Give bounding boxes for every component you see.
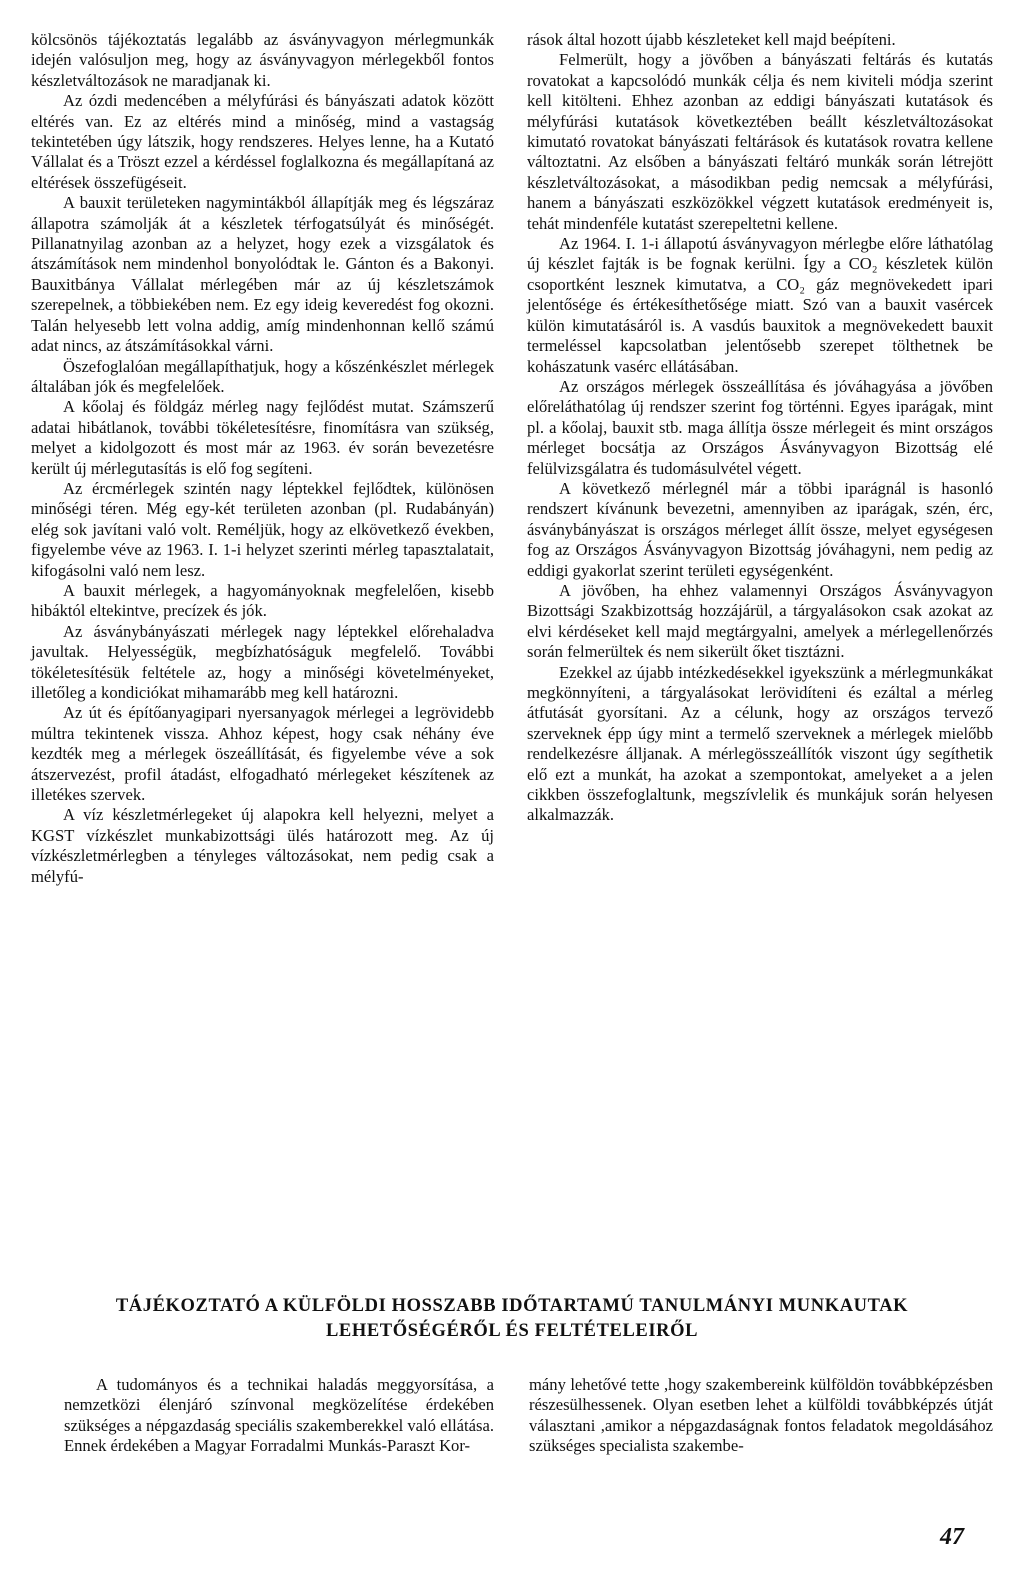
paragraph: Öszefoglalóan megállapíthatjuk, hogy a kőszénkészlet mérlegek általában jók és megfelelőek. xyxy=(31,356,494,396)
paragraph: Az 1964. I. 1-i állapotú ásványvagyon mérlegbe előre láthatólag új készlet fajták is be fognak kerülni. Így a CO₂ készletek külön csoportként lesznek kimutatva, a CO₂ gáz megnövekedett ipari jelentősége és értékesíthetősége miatt. Szó van a bauxit vasércek külön kimutatásáról is. A vasdús bauxitok a megnövekedett bauxit termeléssel kapcsolatban jelentősebb szerepet tölthetnek be kohászatunk vasérc ellátásában. xyxy=(527,234,993,376)
lower-right-column xyxy=(529,1375,993,1457)
paragraph: A víz készletmérlegeket új alapokra kell helyezni, melyet a KGST vízkészlet munkabizottsági ülés határozott meg. Az új vízkészletmérlegben a tényleges változásokat, nem pedig csak a mélyfú- xyxy=(31,805,494,886)
paragraph: A jövőben, ha ehhez valamennyi Országos Ásványvagyon Bizottsági Szakbizottság hozzájárül, a tárgyalásokon csak azokat az elvi kérdéseket kell majd megtárgyalni, amelyek a mérlegellenőrzés során felmerültek és nem sikerült őket tisztázni. xyxy=(527,580,993,662)
paragraph: A kőolaj és földgáz mérleg nagy fejlődést mutat. Számszerű adatai hibátlanok, további tökéletesítésre, finomításra van szükség, melyet a kidolgozott és most már az 1963. év során bevezetésre került új mérlegutasítás is elő fog segíteni. xyxy=(31,397,494,478)
paragraph-continuation: mány lehetővé tette ,hogy szakembereink külföldön továbbképzésben részesülhessenek. Olyan esetben lehet a külföldi továbbképzés útját választani ,amikor a népgazdaságnak fontos feladatok megoldásához szükséges specialista szakembe- xyxy=(529,1375,993,1456)
upper-left-column xyxy=(31,30,494,887)
paragraph: Az ércmérlegek szintén nagy léptekkel fejlődtek, különösen minőségi téren. Még egy-két területen azonban (pl. Rudabányán) elég sok javítani való volt. Reméljük, hogy az elkövetkező években, figyelembe véve az 1963. I. 1-i helyzet szerinti mérleg tapasztalatait, kifogásolni való nem lesz. xyxy=(31,478,494,580)
upper-right-column xyxy=(527,30,993,826)
paragraph: Az ózdi medencében a mélyfúrási és bányászati adatok között eltérés van. Ez az eltérés mind a minőség, mind a vastagság tekintetében úgy látszik, hogy rendszeres. Helyes lenne, ha a Kutató Vállalat és a Tröszt ezzel a kérdéssel foglalkozna és megállapítaná az eltérések összefügéseit. xyxy=(31,91,494,192)
paragraph: Az út és építőanyagipari nyersanyagok mérlegei a legrövidebb múltra tekintenek vissza. Ahhoz képest, hogy csak néhány éve kezdték meg a mérlegek öszeállítását, és figyelembe véve a sok átszervezést, profil átadást, elfogadható mérlegeket készítenek az illetékes szervek. xyxy=(31,703,494,805)
paragraph: A következő mérlegnél már a többi iparágnál is hasonló rendszert kívánunk bevezetni, amennyiben az iparágak, szén, érc, ásványbányászat is országos mérleget állít össze, melyet egységesen fog az Országos Ásványvagyon Bizottság jóváhagyni, nem pedig az eddigi gyakorlat szerint területi egységenként. xyxy=(527,478,993,580)
section-heading-line: LEHETŐSÉGÉRŐL ÉS FELTÉTELEIRŐL xyxy=(325,1321,699,1341)
section-heading-line: TÁJÉKOZTATÓ A KÜLFÖLDI HOSSZABB IDŐTARTAMÚ TANULMÁNYI MUNKAUTAK xyxy=(115,1296,909,1316)
paragraph: Az országos mérlegek összeállítása és jóváhagyása a jövőben előreláthatólag új rendszer szerint fog történni. Egyes iparágak, mint pl. a kőolaj, bauxit stb. maga állítja össze mérlegeit és mint országos mérleget bocsátja az Országos Ásványvagyon Bizottság elé felülvizsgálatra és tudomásulvétel végett. xyxy=(527,376,993,478)
paragraph: A bauxit mérlegek, a hagyományoknak megfelelően, kisebb hibáktól eltekintve, precízek és jók. xyxy=(31,580,494,621)
paragraph: Ezekkel az újabb intézkedésekkel igyekszünk a mérlegmunkákat megkönnyíteni, a tárgyalásokat lerövidíteni és ezáltal a mérleg átfutását gyorsítani. Az a célunk, hogy az országos tervező szerveknek épp úgy mint a termelő szerveknek a mérlegek mielőbb rendelkezésre álljanak. A mérlegösszeállítók viszont úgy segíthetik elő ezt a munkát, ha azokat a szempontokat, amelyeket a a jelen cikkben összefoglaltunk, megszívlelik és munkájuk során helyesen alkalmazzák. xyxy=(527,662,993,825)
paragraph: kölcsönös tájékoztatás legalább az ásványvagyon mérlegmunkák idején valósuljon meg, hogy az ásványvagyon mérlegekből fontos készletváltozások ne maradjanak ki. xyxy=(31,30,494,90)
paragraph: Felmerült, hogy a jövőben a bányászati feltárás és kutatás rovatokat a kapcsolódó munkák célja és nem kiviteli módja szerint kell kitölteni. Ehhez azonban az eddigi bányászati kutatások és mélyfúrási kutatások következtében beállt készletváltozásokat kimutató rovatokat bányászati feltárások és kutatások rovatra kellene változtatni. Az elsőben a bányászati feltáró munkák során létrejött készletváltozásokat, a másodikban pedig nemcsak a mélyfúrási, hanem a bányászati eszközökkel végzett kutatások eredményeit is, tehát mindenféle kutatást szerepeltetni kellene. xyxy=(527,50,993,233)
paragraph: A tudományos és a technikai haladás meggyorsítása, a nemzetközi élenjáró színvonal megközelítése érdekében szükséges a népgazdaság speciális szakemberekkel való ellátása. Ennek érdekében a Magyar Forradalmi Munkás-Paraszt Kor- xyxy=(64,1375,494,1456)
paragraph: Az ásványbányászati mérlegek nagy léptekkel előrehaladva javultak. Helyességük, megbízhatóságuk megfelelő. További tökéletesítésük feltétele az, hogy a minőségi követelményeket, illetőleg a kondiciókat mihamarább meg kell határozni. xyxy=(31,621,494,702)
lower-left-column xyxy=(64,1375,494,1457)
paragraph-continuation: rások által hozott újabb készleteket kell majd beépíteni. xyxy=(527,30,896,49)
page-number: 47 xyxy=(940,1524,964,1550)
section-heading xyxy=(31,1294,993,1344)
paragraph: A bauxit területeken nagymintákból állapítják meg és légszáraz állapotra számolják át a készletek térfogatsúlyát és minőségét. Pillanatnyilag azonban az a helyzet, hogy ezek a vizsgálatok és átszámítások nem mindenhol bonyolódtak le. Gánton és a Bakonyi. Bauxitbánya Vállalat mérlegében már az új készletszámok szerepelnek, a többiekében nem. Ez egy ideig keveredést fog okozni. Talán helyesebb lett volna addig, amíg mindenhonnan kellő számú adat nincs, az átszámításokkal várni. xyxy=(31,193,494,356)
